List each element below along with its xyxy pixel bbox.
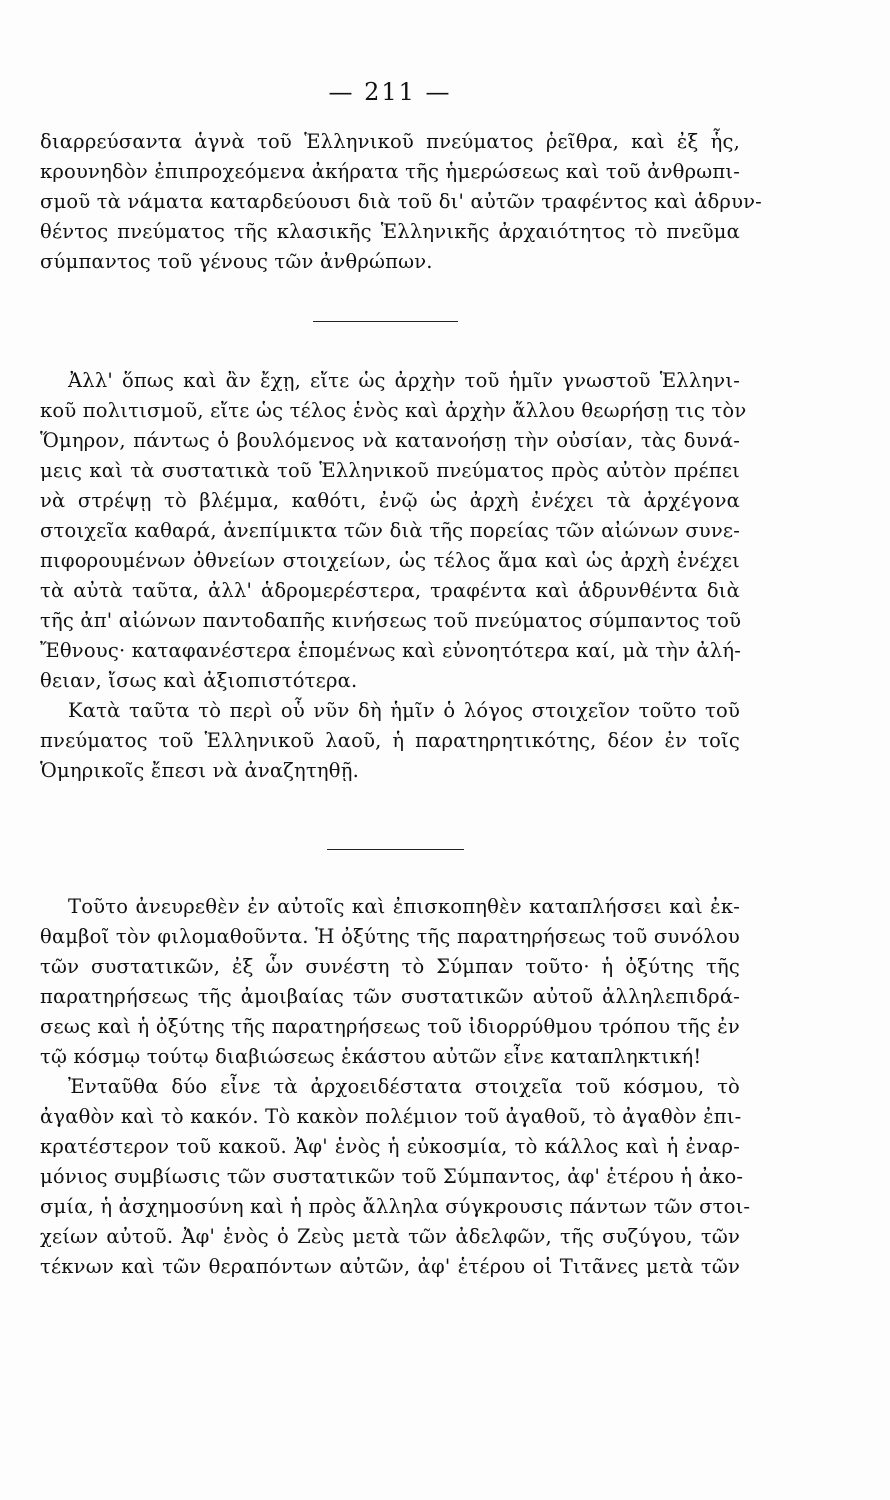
section-divider: [313, 321, 458, 322]
text-line: χείων αὐτοῦ. Ἀφ' ἑνὸς ὁ Ζεὺς μετὰ τῶν ἀδελφῶν, τῆς συζύγου, τῶν: [40, 1225, 740, 1248]
text-line: στοιχεῖα καθαρά, ἀνεπίμικτα τῶν διὰ τῆς πορείας τῶν αἰώνων συνε-: [40, 519, 740, 542]
text-line: νὰ στρέψῃ τὸ βλέμμα, καθότι, ἐνῷ ὡς ἀρχὴ ἐνέχει τὰ ἀρχέγονα: [40, 489, 740, 512]
section-paragraphs: [40, 892, 751, 1282]
text-line: τῶν συστατικῶν, ἐξ ὧν συνέστη τὸ Σύμπαν τοῦτο· ἡ ὀξύτης τῆς: [40, 955, 740, 978]
text-line: τὰ αὐτὰ ταῦτα, ἀλλ' ἁδρομερέστερα, τραφέντα καὶ ἁδρυνθέντα διὰ: [40, 579, 740, 602]
text-line: μεις καὶ τὰ συστατικὰ τοῦ Ἑλληνικοῦ πνεύματος πρὸς αὐτὸν πρέπει: [40, 459, 740, 482]
text-line: θαμβοῖ τὸν φιλομαθοῦντα. Ἡ ὀξύτης τῆς παρατηρήσεως τοῦ συνόλου: [40, 925, 740, 948]
text-line: θειαν, ἴσως καὶ ἀξιοπιστότερα.: [40, 669, 358, 692]
text-line: σεως καὶ ἡ ὀξύτης τῆς παρατηρήσεως τοῦ ἰδιορρύθμου τρόπου τῆς ἐν: [40, 1015, 740, 1038]
text-line: σμία, ἡ ἀσχημοσύνη καὶ ἡ πρὸς ἄλληλα σύγκρουσις πάντων τῶν στοι-: [40, 1195, 751, 1218]
text-line: Τοῦτο ἀνευρεθὲν ἐν αὐτοῖς καὶ ἐπισκοπηθὲν καταπλήσσει καὶ ἐκ-: [68, 895, 740, 918]
text-line: σμοῦ τὰ νάματα καταρδεύουσι διὰ τοῦ δι' αὐτῶν τραφέντος καὶ ἁδρυν-: [40, 190, 762, 213]
text-line: κρατέστερον τοῦ κακοῦ. Ἀφ' ἑνὸς ἡ εὐκοσμία, τὸ κάλλος καὶ ἡ ἐναρ-: [40, 1135, 740, 1158]
page-number: — 211 —: [328, 78, 452, 106]
text-line: ἀγαθὸν καὶ τὸ κακόν. Τὸ κακὸν πολέμιον τοῦ ἀγαθοῦ, τὸ ἀγαθὸν ἐπι-: [40, 1105, 742, 1128]
text-line: τῆς ἀπ' αἰώνων παντοδαπῆς κινήσεως τοῦ πνεύματος σύμπαντος τοῦ: [40, 609, 742, 632]
text-line: τέκνων καὶ τῶν θεραπόντων αὐτῶν, ἀφ' ἑτέρου οἱ Τιτᾶνες μετὰ τῶν: [40, 1255, 740, 1278]
paragraph-continuation: [40, 127, 762, 277]
text-line: παρατηρήσεως τῆς ἀμοιβαίας τῶν συστατικῶν αὐτοῦ ἀλληλεπιδρά-: [40, 985, 740, 1008]
text-line: κρουνηδὸν ἐπιπροχεόμενα ἀκήρατα τῆς ἡμερώσεως καὶ τοῦ ἀνθρωπι-: [40, 160, 740, 183]
text-line: σύμπαντος τοῦ γένους τῶν ἀνθρώπων.: [40, 250, 433, 273]
text-line: Ἐνταῦθα δύο εἶνε τὰ ἀρχοειδέστατα στοιχεῖα τοῦ κόσμου, τὸ: [68, 1075, 740, 1098]
section-paragraphs: [40, 366, 747, 786]
text-line: Ὁμηρικοῖς ἔπεσι νὰ ἀναζητηθῇ.: [40, 759, 360, 782]
text-line: Ἀλλ' ὅπως καὶ ἂν ἔχῃ, εἴτε ὡς ἀρχὴν τοῦ ἡμῖν γνωστοῦ Ἑλληνι-: [68, 369, 740, 392]
text-line: μόνιος συμβίωσις τῶν συστατικῶν τοῦ Σύμπαντος, ἀφ' ἑτέρου ἡ ἀκο-: [40, 1165, 744, 1188]
text-line: Ἔθνους· καταφανέστερα ἑπομένως καὶ εὐνοητότερα καί, μὰ τὴν ἀλή-: [40, 639, 742, 662]
text-line: διαρρεύσαντα ἁγνὰ τοῦ Ἑλληνικοῦ πνεύματος ῥεῖθρα, καὶ ἐξ ἧς,: [40, 130, 740, 153]
text-line: πιφορουμένων ὀθνείων στοιχείων, ὡς τέλος ἅμα καὶ ὡς ἀρχὴ ἐνέχει: [40, 549, 740, 572]
text-line: τῷ κόσμῳ τούτῳ διαβιώσεως ἑκάστου αὐτῶν εἶνε καταπληκτική!: [40, 1045, 702, 1068]
text-line: Κατὰ ταῦτα τὸ περὶ οὗ νῦν δὴ ἡμῖν ὁ λόγος στοιχεῖον τοῦτο τοῦ: [68, 699, 740, 722]
text-line: κοῦ πολιτισμοῦ, εἴτε ὡς τέλος ἑνὸς καὶ ἀρχὴν ἄλλου θεωρήσῃ τις τὸν: [40, 399, 747, 422]
text-line: θέντος πνεύματος τῆς κλασικῆς Ἑλληνικῆς ἀρχαιότητος τὸ πνεῦμα: [40, 220, 740, 243]
section-divider: [327, 849, 464, 850]
text-line: πνεύματος τοῦ Ἑλληνικοῦ λαοῦ, ἡ παρατηρητικότης, δέον ἐν τοῖς: [40, 729, 740, 752]
text-line: Ὅμηρον, πάντως ὁ βουλόμενος νὰ κατανοήσῃ τὴν οὐσίαν, τὰς δυνά-: [40, 429, 740, 452]
